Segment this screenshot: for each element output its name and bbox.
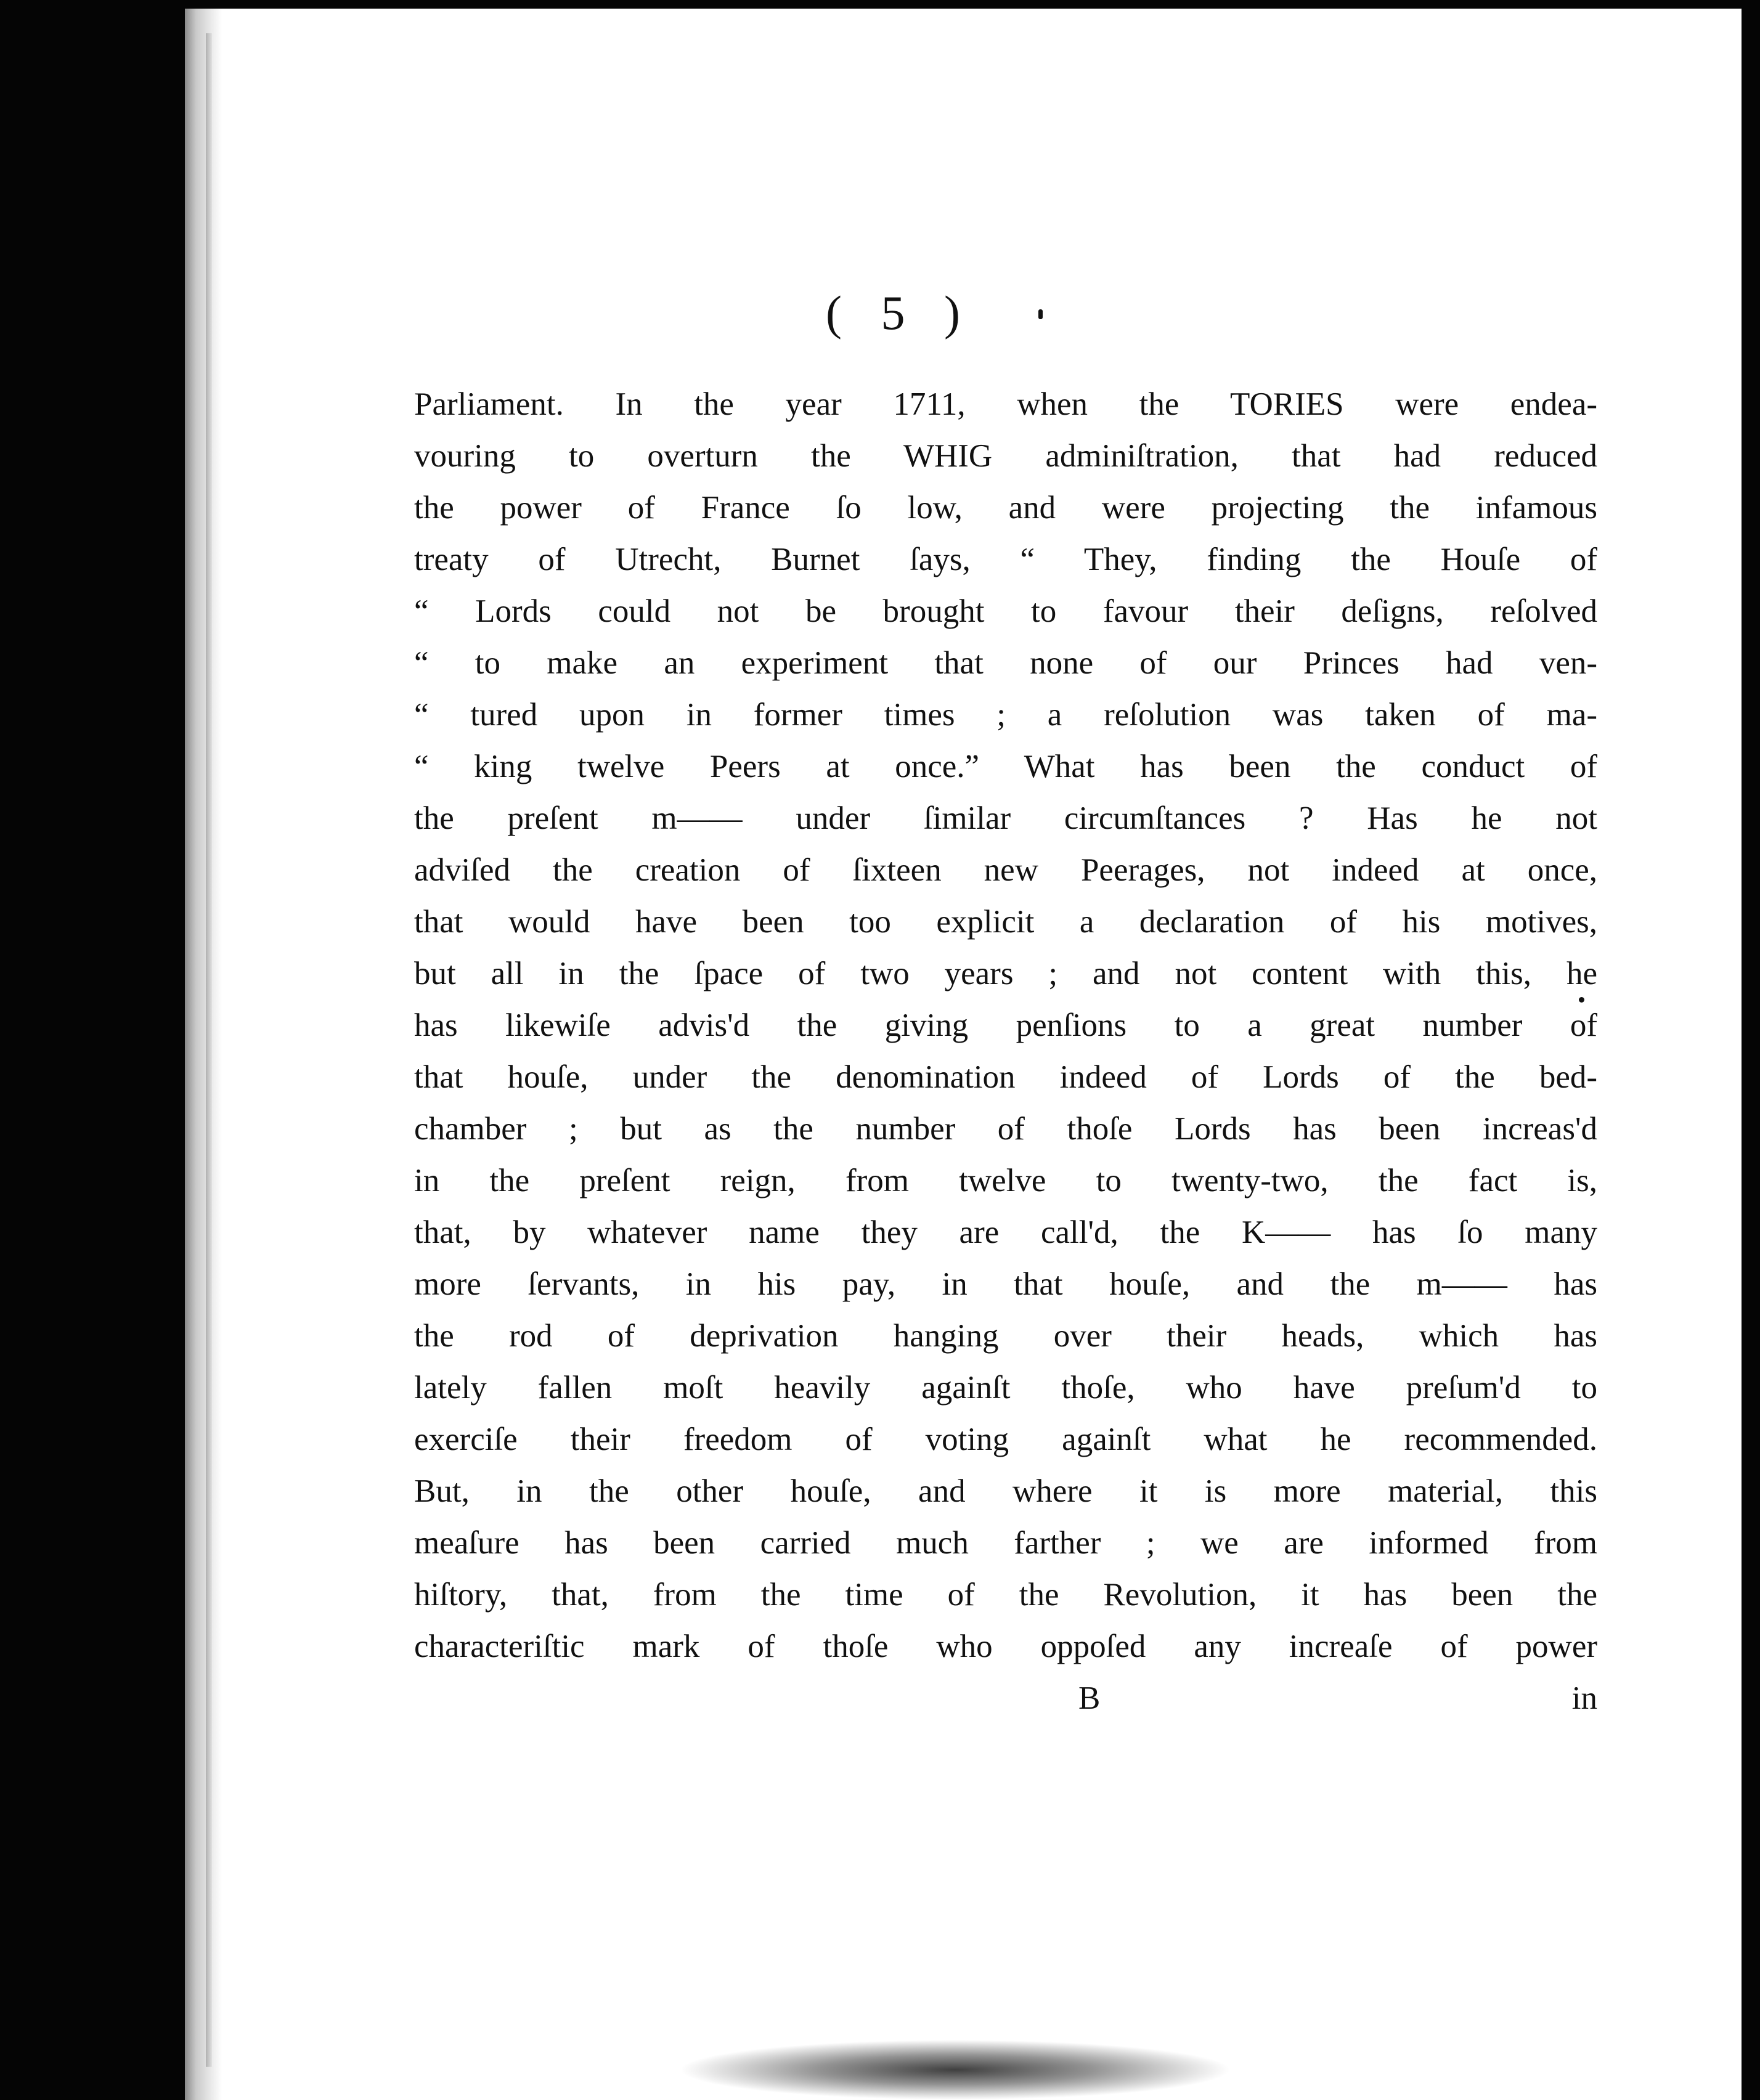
text-line: has likewiſe advis'd the giving penſions to a great number of xyxy=(414,1007,1597,1043)
text-line: in the preſent reign, from twelve to twenty-two, the fact is, xyxy=(414,1163,1597,1199)
text-line: “ tured upon in former times ; a reſolution was taken of ma- xyxy=(414,697,1597,733)
text-line: Parliament. In the year 1711, when the TORIES were endea- xyxy=(414,386,1597,422)
page-footer xyxy=(414,1672,1597,1724)
scan-frame-right xyxy=(1742,0,1760,2100)
text-line: But, in the other houſe, and where it is more material, this xyxy=(414,1473,1597,1509)
text-line: characteriſtic mark of thoſe who oppoſed any increaſe of power xyxy=(414,1629,1597,1664)
text-line: chamber ; but as the number of thoſe Lords has been increas'd xyxy=(414,1111,1597,1147)
text-line: exerciſe their freedom of voting againſt what he recommended. xyxy=(414,1422,1597,1457)
catchword: in xyxy=(1571,1680,1597,1716)
text-line: adviſed the creation of ſixteen new Peerages, not indeed at once, xyxy=(414,852,1597,888)
text-line: the power of France ſo low, and were projecting the infamous xyxy=(414,490,1597,526)
scan-frame-left xyxy=(0,0,185,2100)
text-line: that would have been too explicit a declaration of his motives, xyxy=(414,904,1597,940)
text-line: the preſent m—— under ſimilar circumſtances ? Has he not xyxy=(414,800,1597,836)
text-line: more ſervants, in his pay, in that houſe, and the m—— has xyxy=(414,1266,1597,1302)
book-page xyxy=(185,9,1742,2100)
text-line: treaty of Utrecht, Burnet ſays, “ They, finding the Houſe of xyxy=(414,542,1597,577)
binding-shadow xyxy=(185,9,222,2100)
ink-smudge xyxy=(678,2040,1232,2100)
body-text xyxy=(414,378,1597,1672)
text-line: the rod of deprivation hanging over their heads, which has xyxy=(414,1318,1597,1354)
page-number: ( 5 ) xyxy=(826,286,974,340)
text-line: “ king twelve Peers at once.” What has been the conduct of xyxy=(414,749,1597,784)
text-line: vouring to overturn the WHIG adminiſtration, that had reduced xyxy=(414,438,1597,474)
text-line: “ to make an experiment that none of our Princes had ven- xyxy=(414,645,1597,681)
scan-frame-top xyxy=(0,0,1760,9)
text-line: lately fallen moſt heavily againſt thoſe, who have preſum'd to xyxy=(414,1370,1597,1406)
text-line: but all in the ſpace of two years ; and not content with this, he xyxy=(414,956,1597,991)
text-line: “ Lords could not be brought to favour their deſigns, reſolved xyxy=(414,593,1597,629)
signature-mark: B xyxy=(1078,1680,1101,1716)
gutter-line xyxy=(206,33,212,2067)
text-line: meaſure has been carried much farther ; we are informed from xyxy=(414,1525,1597,1561)
text-line: that houſe, under the denomination indeed of Lords of the bed- xyxy=(414,1059,1597,1095)
text-line: hiſtory, that, from the time of the Revolution, it has been the xyxy=(414,1577,1597,1613)
stray-ink-mark xyxy=(1038,309,1043,319)
text-line: that, by whatever name they are call'd, the K—— has ſo many xyxy=(414,1215,1597,1250)
